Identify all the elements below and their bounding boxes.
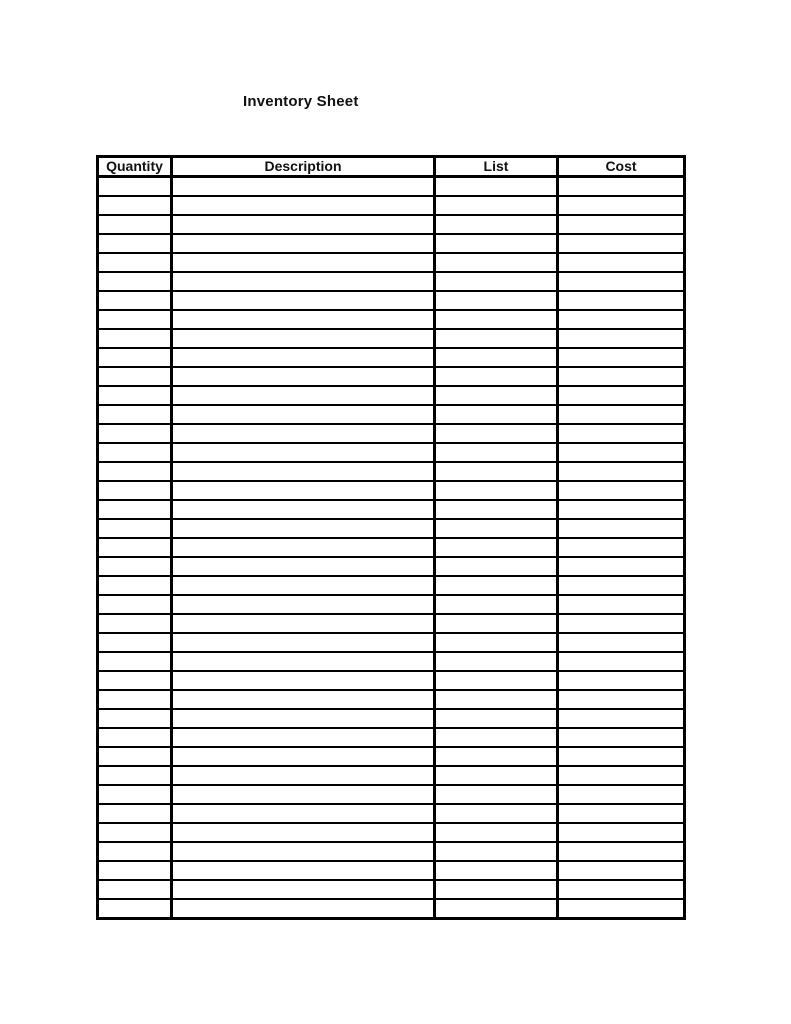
- table-row: [98, 367, 685, 386]
- cell-list: [435, 310, 558, 329]
- cell-quantity: [98, 709, 172, 728]
- cell-description: [172, 519, 435, 538]
- table-row: [98, 519, 685, 538]
- cell-cost: [558, 500, 685, 519]
- cell-description: [172, 462, 435, 481]
- cell-quantity: [98, 272, 172, 291]
- cell-quantity: [98, 196, 172, 215]
- table-row: [98, 557, 685, 576]
- cell-list: [435, 253, 558, 272]
- cell-list: [435, 595, 558, 614]
- cell-list: [435, 329, 558, 348]
- cell-description: [172, 310, 435, 329]
- table-row: [98, 481, 685, 500]
- cell-quantity: [98, 557, 172, 576]
- table-row: [98, 500, 685, 519]
- cell-description: [172, 405, 435, 424]
- cell-list: [435, 690, 558, 709]
- inventory-table-body: [98, 177, 685, 919]
- table-row: [98, 842, 685, 861]
- cell-cost: [558, 842, 685, 861]
- cell-description: [172, 177, 435, 197]
- cell-quantity: [98, 899, 172, 919]
- table-row: [98, 766, 685, 785]
- table-row: [98, 652, 685, 671]
- table-row: [98, 443, 685, 462]
- cell-quantity: [98, 576, 172, 595]
- cell-quantity: [98, 253, 172, 272]
- cell-list: [435, 785, 558, 804]
- cell-list: [435, 747, 558, 766]
- table-row: [98, 576, 685, 595]
- cell-description: [172, 329, 435, 348]
- cell-description: [172, 671, 435, 690]
- cell-cost: [558, 899, 685, 919]
- cell-quantity: [98, 823, 172, 842]
- table-row: [98, 804, 685, 823]
- column-header-quantity: Quantity: [98, 157, 172, 177]
- cell-description: [172, 557, 435, 576]
- cell-description: [172, 272, 435, 291]
- cell-list: [435, 614, 558, 633]
- column-header-description: Description: [172, 157, 435, 177]
- cell-description: [172, 348, 435, 367]
- cell-cost: [558, 690, 685, 709]
- table-row: [98, 386, 685, 405]
- cell-quantity: [98, 595, 172, 614]
- cell-list: [435, 348, 558, 367]
- table-row: [98, 633, 685, 652]
- cell-cost: [558, 633, 685, 652]
- cell-description: [172, 823, 435, 842]
- table-row: [98, 899, 685, 919]
- table-row: [98, 614, 685, 633]
- cell-list: [435, 576, 558, 595]
- cell-description: [172, 500, 435, 519]
- cell-description: [172, 747, 435, 766]
- cell-list: [435, 272, 558, 291]
- table-row: [98, 272, 685, 291]
- cell-quantity: [98, 690, 172, 709]
- cell-description: [172, 291, 435, 310]
- cell-cost: [558, 861, 685, 880]
- cell-cost: [558, 538, 685, 557]
- cell-quantity: [98, 310, 172, 329]
- cell-quantity: [98, 348, 172, 367]
- column-header-list: List: [435, 157, 558, 177]
- cell-quantity: [98, 215, 172, 234]
- cell-list: [435, 880, 558, 899]
- cell-list: [435, 481, 558, 500]
- cell-quantity: [98, 386, 172, 405]
- table-row: [98, 291, 685, 310]
- cell-description: [172, 804, 435, 823]
- cell-list: [435, 519, 558, 538]
- table-row: [98, 728, 685, 747]
- cell-quantity: [98, 614, 172, 633]
- cell-quantity: [98, 880, 172, 899]
- cell-description: [172, 367, 435, 386]
- cell-quantity: [98, 785, 172, 804]
- cell-description: [172, 614, 435, 633]
- cell-list: [435, 709, 558, 728]
- cell-cost: [558, 196, 685, 215]
- cell-description: [172, 386, 435, 405]
- cell-description: [172, 785, 435, 804]
- cell-description: [172, 595, 435, 614]
- cell-description: [172, 861, 435, 880]
- cell-cost: [558, 652, 685, 671]
- table-row: [98, 785, 685, 804]
- header-row: [98, 157, 685, 177]
- cell-list: [435, 215, 558, 234]
- cell-cost: [558, 747, 685, 766]
- cell-list: [435, 500, 558, 519]
- cell-quantity: [98, 633, 172, 652]
- cell-description: [172, 690, 435, 709]
- cell-cost: [558, 424, 685, 443]
- table-row: [98, 690, 685, 709]
- cell-description: [172, 899, 435, 919]
- cell-quantity: [98, 538, 172, 557]
- cell-description: [172, 728, 435, 747]
- cell-description: [172, 196, 435, 215]
- cell-cost: [558, 614, 685, 633]
- cell-cost: [558, 329, 685, 348]
- cell-cost: [558, 443, 685, 462]
- cell-description: [172, 234, 435, 253]
- table-row: [98, 348, 685, 367]
- cell-description: [172, 253, 435, 272]
- cell-cost: [558, 310, 685, 329]
- cell-description: [172, 633, 435, 652]
- cell-quantity: [98, 804, 172, 823]
- cell-list: [435, 861, 558, 880]
- cell-cost: [558, 671, 685, 690]
- cell-cost: [558, 386, 685, 405]
- cell-list: [435, 367, 558, 386]
- table-row: [98, 329, 685, 348]
- cell-description: [172, 652, 435, 671]
- cell-quantity: [98, 424, 172, 443]
- cell-quantity: [98, 481, 172, 500]
- cell-description: [172, 481, 435, 500]
- table-row: [98, 405, 685, 424]
- table-row: [98, 861, 685, 880]
- cell-cost: [558, 405, 685, 424]
- table-row: [98, 253, 685, 272]
- table-row: [98, 747, 685, 766]
- page-title: Inventory Sheet: [243, 93, 359, 110]
- table-row: [98, 538, 685, 557]
- cell-quantity: [98, 500, 172, 519]
- cell-quantity: [98, 462, 172, 481]
- cell-cost: [558, 234, 685, 253]
- cell-cost: [558, 348, 685, 367]
- cell-cost: [558, 728, 685, 747]
- cell-description: [172, 709, 435, 728]
- cell-cost: [558, 481, 685, 500]
- cell-list: [435, 804, 558, 823]
- cell-cost: [558, 462, 685, 481]
- cell-cost: [558, 272, 685, 291]
- cell-cost: [558, 823, 685, 842]
- table-row: [98, 595, 685, 614]
- cell-quantity: [98, 671, 172, 690]
- cell-cost: [558, 709, 685, 728]
- cell-list: [435, 823, 558, 842]
- table-row: [98, 310, 685, 329]
- cell-list: [435, 652, 558, 671]
- table-row: [98, 215, 685, 234]
- cell-quantity: [98, 329, 172, 348]
- table-row: [98, 880, 685, 899]
- table-row: [98, 671, 685, 690]
- cell-list: [435, 462, 558, 481]
- cell-description: [172, 766, 435, 785]
- cell-cost: [558, 177, 685, 197]
- cell-quantity: [98, 747, 172, 766]
- cell-list: [435, 538, 558, 557]
- cell-quantity: [98, 367, 172, 386]
- cell-list: [435, 671, 558, 690]
- cell-list: [435, 633, 558, 652]
- table-row: [98, 709, 685, 728]
- table-row: [98, 823, 685, 842]
- cell-cost: [558, 557, 685, 576]
- cell-description: [172, 443, 435, 462]
- cell-quantity: [98, 405, 172, 424]
- cell-quantity: [98, 861, 172, 880]
- cell-quantity: [98, 234, 172, 253]
- cell-cost: [558, 253, 685, 272]
- cell-list: [435, 386, 558, 405]
- cell-quantity: [98, 766, 172, 785]
- cell-list: [435, 424, 558, 443]
- cell-quantity: [98, 177, 172, 197]
- column-header-cost: Cost: [558, 157, 685, 177]
- cell-list: [435, 443, 558, 462]
- cell-list: [435, 177, 558, 197]
- cell-quantity: [98, 728, 172, 747]
- table-row: [98, 234, 685, 253]
- inventory-table: [96, 155, 686, 920]
- cell-cost: [558, 766, 685, 785]
- cell-list: [435, 766, 558, 785]
- cell-cost: [558, 804, 685, 823]
- cell-quantity: [98, 443, 172, 462]
- cell-description: [172, 880, 435, 899]
- cell-quantity: [98, 291, 172, 310]
- cell-quantity: [98, 652, 172, 671]
- cell-description: [172, 424, 435, 443]
- cell-cost: [558, 519, 685, 538]
- cell-list: [435, 728, 558, 747]
- cell-list: [435, 842, 558, 861]
- cell-list: [435, 405, 558, 424]
- cell-cost: [558, 291, 685, 310]
- cell-description: [172, 538, 435, 557]
- cell-cost: [558, 785, 685, 804]
- table-row: [98, 424, 685, 443]
- cell-list: [435, 291, 558, 310]
- cell-description: [172, 842, 435, 861]
- cell-cost: [558, 880, 685, 899]
- table-row: [98, 462, 685, 481]
- cell-cost: [558, 576, 685, 595]
- cell-quantity: [98, 842, 172, 861]
- cell-description: [172, 576, 435, 595]
- cell-list: [435, 557, 558, 576]
- cell-cost: [558, 215, 685, 234]
- cell-description: [172, 215, 435, 234]
- cell-cost: [558, 367, 685, 386]
- table-row: [98, 177, 685, 197]
- cell-list: [435, 899, 558, 919]
- cell-cost: [558, 595, 685, 614]
- cell-list: [435, 196, 558, 215]
- cell-quantity: [98, 519, 172, 538]
- cell-list: [435, 234, 558, 253]
- table-row: [98, 196, 685, 215]
